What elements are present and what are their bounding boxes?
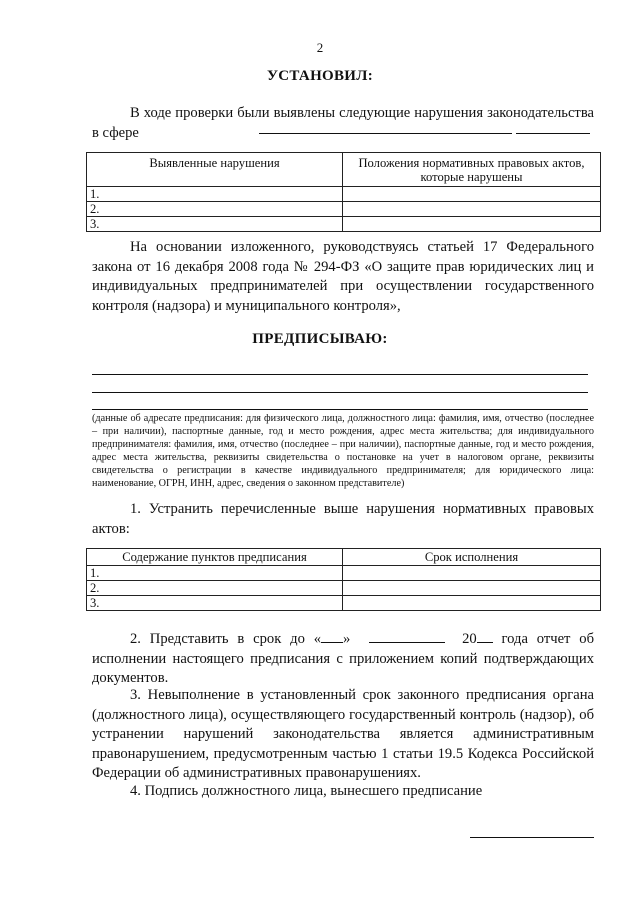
order-row-num: 3. (87, 596, 343, 611)
order-cell[interactable] (343, 596, 601, 611)
item4-paragraph: 4. Подпись должностного лица, вынесшего предписание (130, 783, 483, 799)
basis-paragraph: На основании изложенного, руководствуясь статьей 17 Федерального закона от 16 декабря 2008 года № 294-ФЗ «О защите прав юридических лиц и индивидуальных предпринимателей при осуществлении государственного контроля (надзора) и муниципального контроля», (92, 239, 594, 314)
addressee-line-3[interactable] (92, 409, 588, 410)
violations-cell[interactable] (343, 187, 601, 202)
signature-line[interactable] (470, 837, 594, 838)
page-number: 2 (316, 40, 324, 55)
order-row-num: 2. (87, 581, 343, 596)
order-cell[interactable] (343, 581, 601, 596)
violations-col1-header: Выявленные нарушения (87, 153, 343, 187)
item2-century: 20 (462, 631, 477, 647)
violations-row-num: 2. (87, 202, 343, 217)
item3-paragraph: 3. Невыполнение в установленный срок законного предписания органа (должностного лица), осуществляющего государственный контроль (надзор), об устранении нарушений законодательства является административным правонарушением, предусмотренным частью 1 статьи 19.5 Кодекса Российской Федерации об административных правонарушениях. (92, 687, 594, 781)
order-cell[interactable] (343, 566, 601, 581)
month-field[interactable] (369, 630, 445, 643)
heading-order: ПРЕДПИСЫВАЮ: (252, 331, 388, 347)
violations-col2-header: Положения нормативных правовых актов, которые нарушены (343, 153, 601, 187)
sphere-fill-line[interactable] (259, 133, 512, 134)
sphere-fill-line-2[interactable] (516, 133, 590, 134)
item2-lead: 2. Представить в срок до « (130, 631, 322, 647)
item2-quote: » (343, 631, 351, 647)
violations-row-num: 3. (87, 217, 343, 232)
violations-cell[interactable] (343, 217, 601, 232)
order-row-num: 1. (87, 566, 343, 581)
violations-cell[interactable] (343, 202, 601, 217)
item2-paragraph (92, 630, 594, 689)
addressee-line-2[interactable] (92, 392, 588, 393)
addressee-line-1[interactable] (92, 374, 588, 375)
order-col2-header: Срок исполнения (343, 549, 601, 566)
order-table (86, 548, 601, 611)
order-col1-header: Содержание пунктов предписания (87, 549, 343, 566)
item1-text: 1. Устранить перечисленные выше нарушения нормативных правовых актов: (92, 501, 594, 537)
violations-table (86, 152, 601, 232)
intro-text: В ходе проверки были выявлены следующие нарушения законодательства в сфере (92, 105, 594, 141)
day-field[interactable] (321, 630, 343, 643)
violations-row-num: 1. (87, 187, 343, 202)
addressee-note: (данные об адресате предписания: для физического лица, должностного лица: фамилия, имя, отчество (последнее – при наличии), паспортные данные, год и место рождения, адрес места жительства; для индивидуального предпринимателя: фамилия, имя, отчество (последнее – при наличии), паспортные данные, год и место рождения, адрес места жительства, реквизиты свидетельства о постановке на учет в налоговом органе, реквизиты свидетельства о регистрации в качестве индивидуального предпринимателя; для юридического лица: наименование, ОГРН, ИНН, адрес, сведения о законном представителе) (92, 413, 594, 489)
item2-rest: года отчет об исполнении настоящего предписания с приложением копий подтверждающих документов. (92, 631, 595, 686)
intro-paragraph (92, 104, 594, 143)
year-field[interactable] (477, 630, 493, 643)
heading-established: УСТАНОВИЛ: (266, 68, 374, 84)
